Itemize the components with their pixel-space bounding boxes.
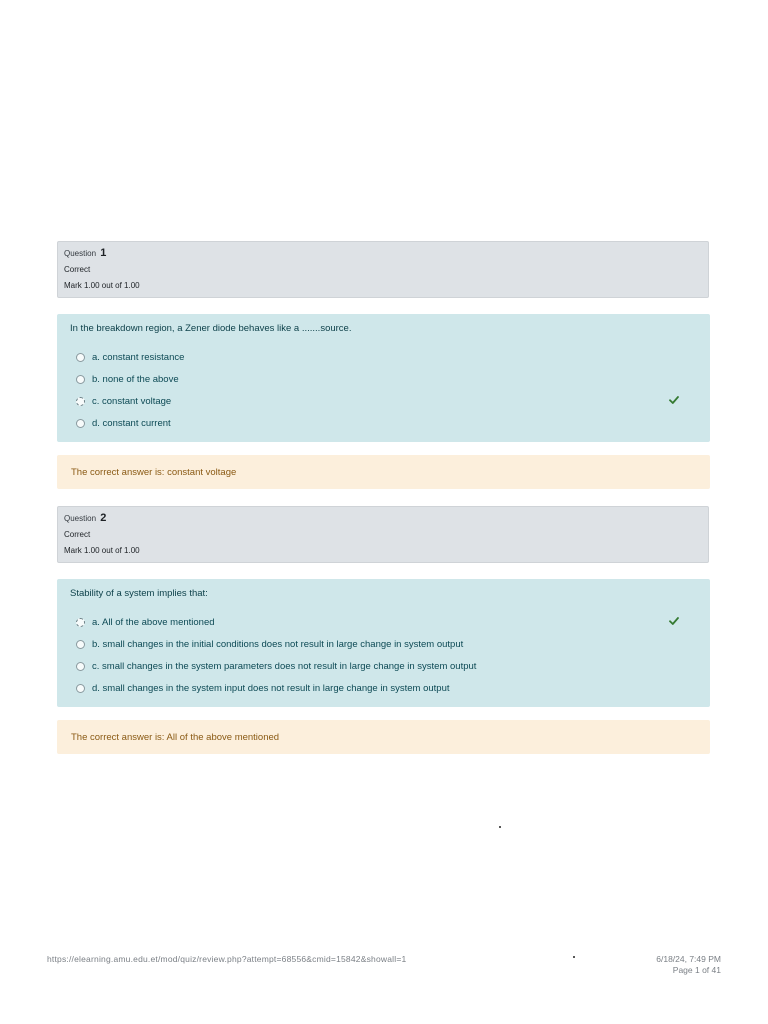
question-2-right-answer: The correct answer is: All of the above mentioned (71, 731, 280, 743)
question-1-formulation (57, 314, 710, 442)
question-1-right-answer: The correct answer is: constant voltage (71, 466, 237, 478)
question-2-number-line (64, 512, 702, 525)
stray-dot (573, 956, 575, 958)
question-1-grade: Mark 1.00 out of 1.00 (64, 281, 140, 290)
radio-icon[interactable] (76, 684, 85, 693)
question-1-text: In the breakdown region, a Zener diode behaves like a .......source. (70, 323, 352, 334)
footer-meta (656, 954, 721, 976)
answer-label: c. small changes in the system parameters does not result in large change in system output (92, 660, 477, 672)
answer-label: c. constant voltage (92, 395, 172, 407)
footer-url: https://elearning.amu.edu.et/mod/quiz/review.php?attempt=68556&cmid=15842&showall=1 (47, 954, 407, 964)
answer-label: b. none of the above (92, 373, 179, 385)
question-1-number: 1 (100, 247, 107, 259)
radio-icon[interactable] (76, 397, 85, 406)
question-1-number-line (64, 247, 702, 260)
stray-dot (499, 826, 501, 828)
question-1-answer-c[interactable] (70, 390, 697, 412)
question-1-answer-b[interactable] (70, 368, 697, 390)
check-icon (669, 395, 679, 405)
question-2-answer-d[interactable] (70, 677, 697, 699)
answer-label: a. constant resistance (92, 351, 185, 363)
question-2-label: Question (64, 514, 97, 523)
question-1-answer-d[interactable] (70, 412, 697, 434)
question-2-formulation (57, 579, 710, 707)
footer-datetime: 6/18/24, 7:49 PM (656, 954, 721, 964)
question-2-answer-a[interactable] (70, 611, 697, 633)
question-2-answer-c[interactable] (70, 655, 697, 677)
question-1-info (57, 241, 709, 298)
question-1-answer-a[interactable] (70, 346, 697, 368)
question-2-number: 2 (100, 512, 107, 524)
question-1-label: Question (64, 249, 97, 258)
radio-icon[interactable] (76, 419, 85, 428)
question-2-text: Stability of a system implies that: (70, 588, 208, 599)
answer-label: d. constant current (92, 417, 171, 429)
question-2-feedback (57, 720, 710, 754)
question-2-answer-b[interactable] (70, 633, 697, 655)
radio-icon[interactable] (76, 618, 85, 627)
question-2-info (57, 506, 709, 563)
radio-icon[interactable] (76, 662, 85, 671)
question-1-feedback (57, 455, 710, 489)
question-1-state: Correct (64, 265, 91, 274)
footer-page-number: Page 1 of 41 (672, 965, 721, 975)
radio-icon[interactable] (76, 353, 85, 362)
answer-label: d. small changes in the system input does not result in large change in system output (92, 682, 450, 694)
radio-icon[interactable] (76, 640, 85, 649)
question-2-state: Correct (64, 530, 91, 539)
answer-label: b. small changes in the initial conditions does not result in large change in system output (92, 638, 464, 650)
answer-label: a. All of the above mentioned (92, 616, 215, 628)
question-2-grade: Mark 1.00 out of 1.00 (64, 546, 140, 555)
check-icon (669, 616, 679, 626)
radio-icon[interactable] (76, 375, 85, 384)
